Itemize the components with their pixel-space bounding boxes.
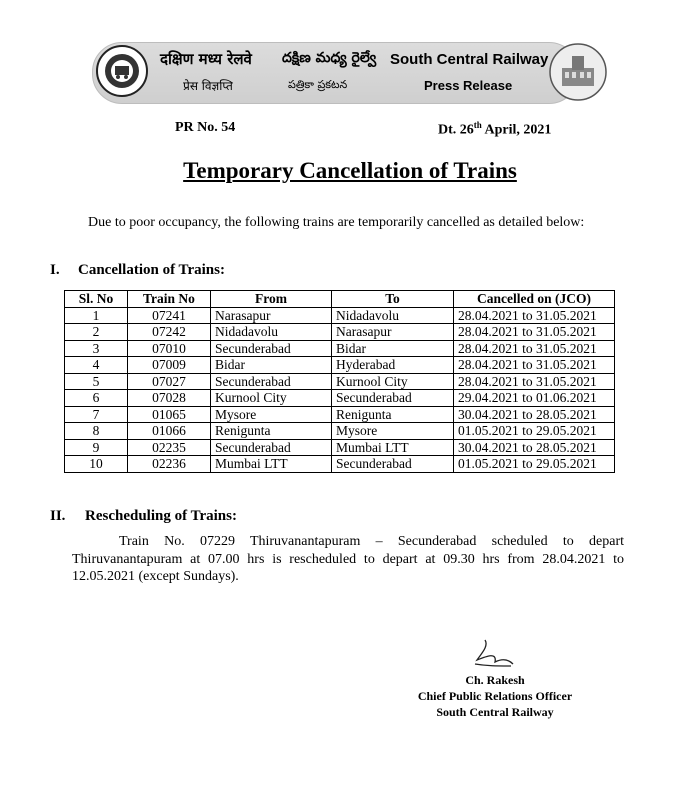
cell-sl-no: 6 [65, 390, 128, 407]
cell-train-no: 02236 [128, 456, 211, 473]
table-header-row [65, 291, 615, 308]
cell-from: Secunderabad [211, 340, 332, 357]
cell-from: Kurnool City [211, 390, 332, 407]
cell-sl-no: 9 [65, 439, 128, 456]
cell-train-no: 01066 [128, 423, 211, 440]
signature [467, 636, 517, 672]
cell-sl-no: 10 [65, 456, 128, 473]
section-heading-rescheduling: II. Rescheduling of Trains: [50, 508, 237, 524]
english-title: South Central Railway [390, 51, 549, 68]
cell-sl-no: 3 [65, 340, 128, 357]
signatory-organization: South Central Railway [436, 705, 554, 719]
cell-to: Secunderabad [332, 390, 454, 407]
cell-train-no: 07027 [128, 373, 211, 390]
page-title: Temporary Cancellation of Trains [183, 158, 517, 183]
table-row [65, 439, 615, 456]
cell-cancelled-on: 29.04.2021 to 01.06.2021 [454, 390, 615, 407]
cell-to: Hyderabad [332, 357, 454, 374]
cell-sl-no: 2 [65, 324, 128, 341]
press-release-number: PR No. 54 [175, 120, 236, 135]
cell-train-no: 07028 [128, 390, 211, 407]
cell-to: Nidadavolu [332, 307, 454, 324]
cell-cancelled-on: 28.04.2021 to 31.05.2021 [454, 307, 615, 324]
cell-from: Secunderabad [211, 373, 332, 390]
english-subtitle: Press Release [424, 78, 513, 93]
table-row [65, 357, 615, 374]
cell-to: Renigunta [332, 406, 454, 423]
cell-train-no: 01065 [128, 406, 211, 423]
table-row [65, 423, 615, 440]
cell-from: Mysore [211, 406, 332, 423]
hindi-subtitle: प्रेस विज्ञप्ति [183, 79, 233, 93]
cancellation-table [64, 290, 615, 473]
intro-text: Due to poor occupancy, the following trains are temporarily cancelled as detailed below: [88, 215, 585, 230]
cell-sl-no: 1 [65, 307, 128, 324]
header-from: From [211, 291, 332, 308]
cell-cancelled-on: 28.04.2021 to 31.05.2021 [454, 373, 615, 390]
telugu-subtitle: పత్రికా ప్రకటన [288, 78, 348, 91]
table-row [65, 307, 615, 324]
table-row [65, 456, 615, 473]
cell-train-no: 07010 [128, 340, 211, 357]
table-row [65, 373, 615, 390]
cell-cancelled-on: 30.04.2021 to 28.05.2021 [454, 439, 615, 456]
cell-sl-no: 4 [65, 357, 128, 374]
cell-cancelled-on: 01.05.2021 to 29.05.2021 [454, 456, 615, 473]
cell-cancelled-on: 28.04.2021 to 31.05.2021 [454, 340, 615, 357]
cell-train-no: 07242 [128, 324, 211, 341]
signatory-designation: Chief Public Relations Officer [417, 689, 573, 703]
cell-from: Nidadavolu [211, 324, 332, 341]
table-row [65, 324, 615, 341]
cell-to: Bidar [332, 340, 454, 357]
header-sl-no: Sl. No [65, 291, 128, 308]
cell-from: Bidar [211, 357, 332, 374]
section-heading-cancellation: I. Cancellation of Trains: [50, 262, 225, 278]
cell-sl-no: 7 [65, 406, 128, 423]
cell-to: Mumbai LTT [332, 439, 454, 456]
cell-from: Secunderabad [211, 439, 332, 456]
telugu-title: దక్షిణ మధ్య రైల్వే [282, 50, 377, 66]
rescheduling-text: Train No. 07229 Thiruvanantapuram – Secunderabad scheduled to depart Thiruvanantapuram at 07.00 hrs is rescheduled to depart at 09.30 hrs from 28.04.2021 to 12.05.2021 (except Sundays). [72, 534, 624, 584]
cell-cancelled-on: 30.04.2021 to 28.05.2021 [454, 406, 615, 423]
cell-to: Mysore [332, 423, 454, 440]
header-to: To [332, 291, 454, 308]
signatory-name: Ch. Rakesh [465, 673, 525, 687]
cell-train-no: 07241 [128, 307, 211, 324]
cell-to: Secunderabad [332, 456, 454, 473]
hindi-title: दक्षिण मध्य रेलवे [160, 50, 252, 68]
press-release-date: Dt. 26th April, 2021 [438, 120, 552, 138]
cell-from: Mumbai LTT [211, 456, 332, 473]
table-row [65, 390, 615, 407]
cell-cancelled-on: 28.04.2021 to 31.05.2021 [454, 357, 615, 374]
cell-train-no: 02235 [128, 439, 211, 456]
table-row [65, 340, 615, 357]
indian-railways-emblem-icon [95, 44, 149, 98]
table-row [65, 406, 615, 423]
header-cancelled-on: Cancelled on (JCO) [454, 291, 615, 308]
cell-from: Narasapur [211, 307, 332, 324]
cell-sl-no: 5 [65, 373, 128, 390]
cell-from: Renigunta [211, 423, 332, 440]
cell-cancelled-on: 01.05.2021 to 29.05.2021 [454, 423, 615, 440]
cell-to: Kurnool City [332, 373, 454, 390]
cell-train-no: 07009 [128, 357, 211, 374]
railway-building-icon [548, 42, 608, 102]
header-train-no: Train No [128, 291, 211, 308]
cell-to: Narasapur [332, 324, 454, 341]
cell-sl-no: 8 [65, 423, 128, 440]
cell-cancelled-on: 28.04.2021 to 31.05.2021 [454, 324, 615, 341]
